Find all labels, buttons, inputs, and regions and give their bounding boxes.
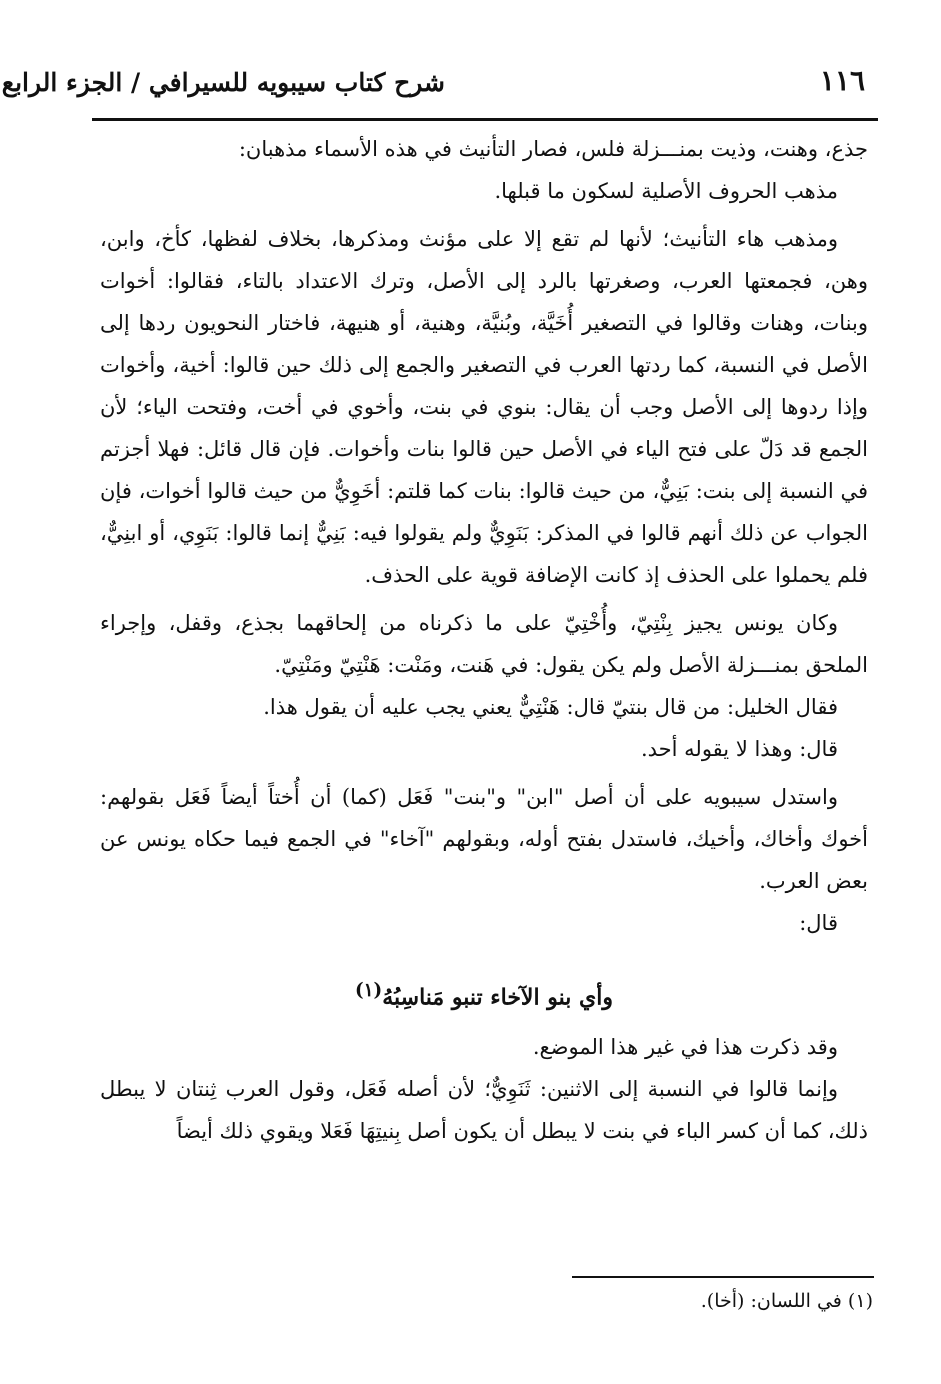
paragraph-1: جذع، وهنت، وذيت بمنـــزلة فلس، فصار التأنيث في هذه الأسماء مذهبان: bbox=[238, 137, 868, 161]
footnote-marker: (١) bbox=[355, 980, 383, 1001]
paragraph-9: وقد ذكرت هذا في غير هذا الموضع. bbox=[532, 1035, 838, 1060]
paragraph-8: قال: bbox=[799, 911, 838, 935]
page-header bbox=[1, 60, 875, 112]
paragraph-7: واستدل سيبويه على أن أصل "ابن" و"بنت" فَعَل (كما) أن أُختاً أيضاً فَعَل بقولهم: أخوك وأخاك، وأخيك، فاستدل بفتح أوله، وبقولهم "آخاء" في الجمع فيما حكاه يونس عن بعض العرب. bbox=[100, 785, 868, 893]
header-rule bbox=[92, 118, 878, 121]
paragraph-4: وكان يونس يجيز بِنْتِيّ، وأُخْتِيّ على ما ذكرناه من إلحاقهما بجذع، وقفل، وإجراء الملحق بمنـــزلة الأصل ولم يكن يقول: في هَنت، ومَنْت: هَنْتِيّ ومَنْتِيّ. bbox=[100, 611, 868, 677]
page-number: ١١٦ bbox=[819, 64, 865, 97]
paragraph-5: فقال الخليل: من قال بنتيّ قال: هَنْتِيٌّ يعني يجب عليه أن يقول هذا. bbox=[263, 695, 838, 719]
paragraph-6: قال: وهذا لا يقوله أحد. bbox=[640, 737, 838, 761]
paragraph-3: ومذهب هاء التأنيث؛ لأنها لم تقع إلا على مؤنث ومذكرها، بخلاف لفظها، كأخ، وابن، وهن، فجمعتها العرب، وصغرتها بالرد إلى الأصل، وترك الاعتداد بالتاء، فقالوا: أخوات وبنات، وهنات وقالوا في التصغير أُخَيَّة، وبُنيَّة، وهنية، أو هنيهة، فاختار النحويون ردها إلى الأصل في النسبة، كما ردتها العرب في التصغير والجمع إلى ذلك حين قالوا: أخية، وأخوات وإذا ردوها إلى الأصل وجب أن يقال: بنوي في بنت، وأخوي في أخت، وفتحت الياء؛ لأن الجمع قد دَلّ على فتح الياء في الأصل حين قالوا بنات وأخوات. فإن قال قائل: فهلا أجزتم في النسبة إلى بنت: بَنِيٌّ، من حيث قالوا: بنات كما قلتم: أخَوِيٌّ من حيث قالوا أخوات، فإن الجواب عن ذلك أنهم قالوا في المذكر: بَنَوِيٌّ ولم يقولوا فيه: بَنِيٌّ إنما قالوا: بَنَوِي، أو ابنِيٌّ، فلم يحملوا على الحذف إذ كانت الإضافة قوية على الحذف. bbox=[100, 227, 868, 587]
verse-line bbox=[100, 970, 868, 1018]
body-text bbox=[100, 128, 868, 1152]
paragraph-10: وإنما قالوا في النسبة إلى الاثنين: ثَنَوِيٌّ؛ لأن أصله فَعَل، وقول العرب ثِنتان لا يبطل ذلك، كما أن كسر الباء في بنت لا يبطل أن يكون أصل بِنيتِهَا فَعَلا ويقوي ذلك أيضاً bbox=[100, 1077, 868, 1144]
running-title: شرح كتاب سيبويه للسيرافي / الجزء الرابع bbox=[1, 68, 445, 97]
footnote: (١) في اللسان: (أخا). bbox=[700, 1290, 873, 1312]
verse-text: وأي بنو الآخاء تنبو مَناسِبُهُ bbox=[382, 984, 613, 1011]
paragraph-2: مذهب الحروف الأصلية لسكون ما قبلها. bbox=[494, 179, 838, 203]
footnote-rule bbox=[572, 1276, 874, 1278]
